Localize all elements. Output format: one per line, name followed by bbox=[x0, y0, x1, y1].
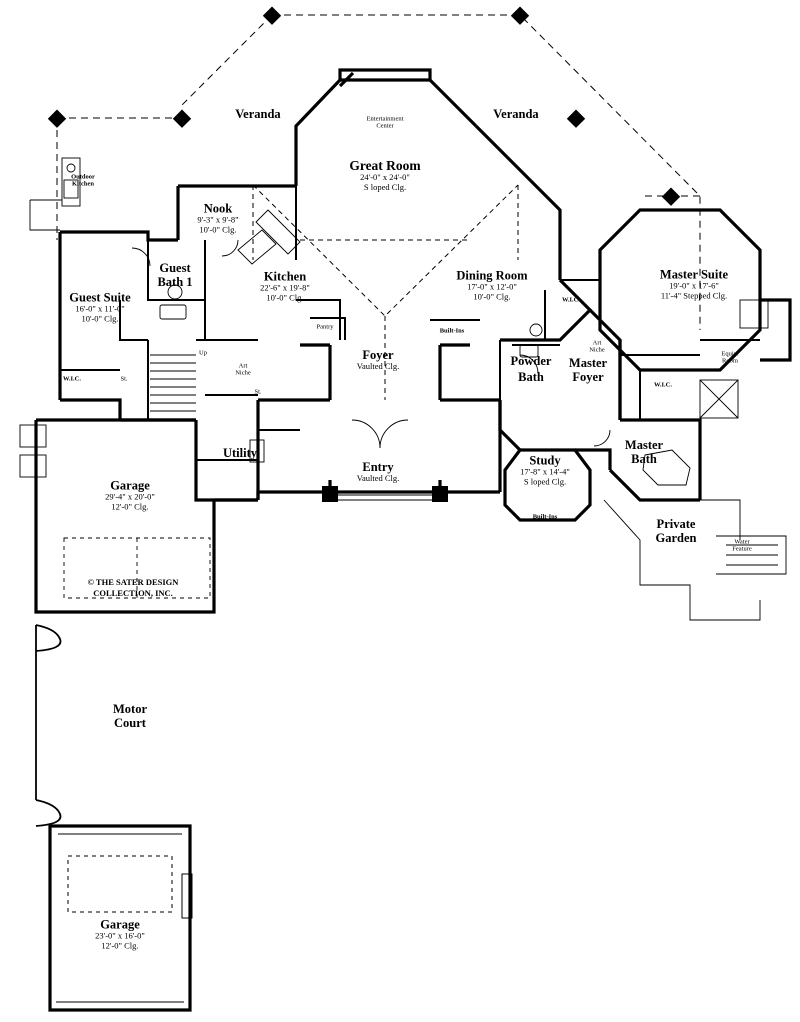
label-st-hall: St. bbox=[254, 388, 262, 396]
label-utility: Utility bbox=[222, 446, 258, 460]
room-label-veranda-left: Veranda bbox=[235, 107, 281, 121]
room-label-garage-detached: Garage 23'-0" x 16'-0" 12'-0" Clg. bbox=[95, 917, 145, 950]
room-label-private-garden: Private Garden bbox=[655, 517, 697, 545]
room-label-master-suite: Master Suite 19'-0" x 17'-6" 11'-4" Stepped Clg. bbox=[659, 267, 729, 300]
label-built-ins-study: Built-Ins bbox=[532, 513, 558, 521]
room-label-great-room: Great Room 24'-0" x 24'-0" S loped Clg. bbox=[349, 157, 421, 192]
room-label-veranda-right: Veranda bbox=[493, 107, 539, 121]
label-up-stairs: Up bbox=[199, 349, 207, 357]
room-label-art-niche-right: Art Niche bbox=[589, 339, 605, 354]
room-label-outdoor-kitchen: Outdoor Kitchen bbox=[71, 173, 95, 188]
room-label-entertainment-center: Entertainment Center bbox=[366, 115, 404, 130]
label-st-guest: St. bbox=[120, 375, 128, 383]
room-label-dining-room: Dining Room 17'-0" x 12'-0" 10'-0" Clg. bbox=[456, 268, 528, 301]
room-label-garage-main: Garage 29'-4" x 20'-0" 12'-0" Clg. bbox=[105, 478, 155, 511]
label-built-ins-dining: Built-Ins bbox=[439, 327, 465, 335]
room-label-guest-suite: Guest Suite 16'-0" x 11'-0" 10'-0" Clg. bbox=[69, 290, 131, 323]
room-label-guest-bath-1: Guest Bath 1 bbox=[157, 261, 193, 289]
room-label-entry: Entry Vaulted Clg. bbox=[356, 460, 400, 484]
room-label-master-bath: Master Bath bbox=[624, 438, 664, 466]
room-label-powder-bath: Bath bbox=[518, 370, 544, 384]
copyright-notice: © THE SATER DESIGN COLLECTION, INC. bbox=[87, 576, 179, 598]
room-label-kitchen: Kitchen 22'-6" x 19'-8" 10'-0" Clg. bbox=[260, 269, 310, 302]
room-label-equip-room: Equip. Room bbox=[721, 350, 739, 365]
label-wic-dining: W.I.C. bbox=[561, 296, 581, 304]
room-label-water-feature: Water Feature bbox=[732, 538, 752, 553]
room-label-powder: Powder bbox=[510, 354, 552, 368]
label-pantry: Pantry bbox=[316, 323, 334, 331]
room-label-foyer: Foyer Vaulted Clg. bbox=[356, 348, 400, 372]
room-label-master-foyer: Master Foyer bbox=[568, 356, 608, 384]
label-wic-master: W.I.C. bbox=[653, 381, 673, 389]
label-wic-guest: W.I.C. bbox=[62, 375, 82, 383]
room-label-study: Study 17'-8" x 14'-4" S loped Clg. bbox=[520, 453, 570, 486]
room-label-motor-court: Motor Court bbox=[112, 702, 148, 730]
room-label-art-niche-left: Art Niche bbox=[235, 362, 251, 377]
room-label-nook: Nook 9'-3" x 9'-8" 10'-0" Clg. bbox=[197, 201, 239, 234]
